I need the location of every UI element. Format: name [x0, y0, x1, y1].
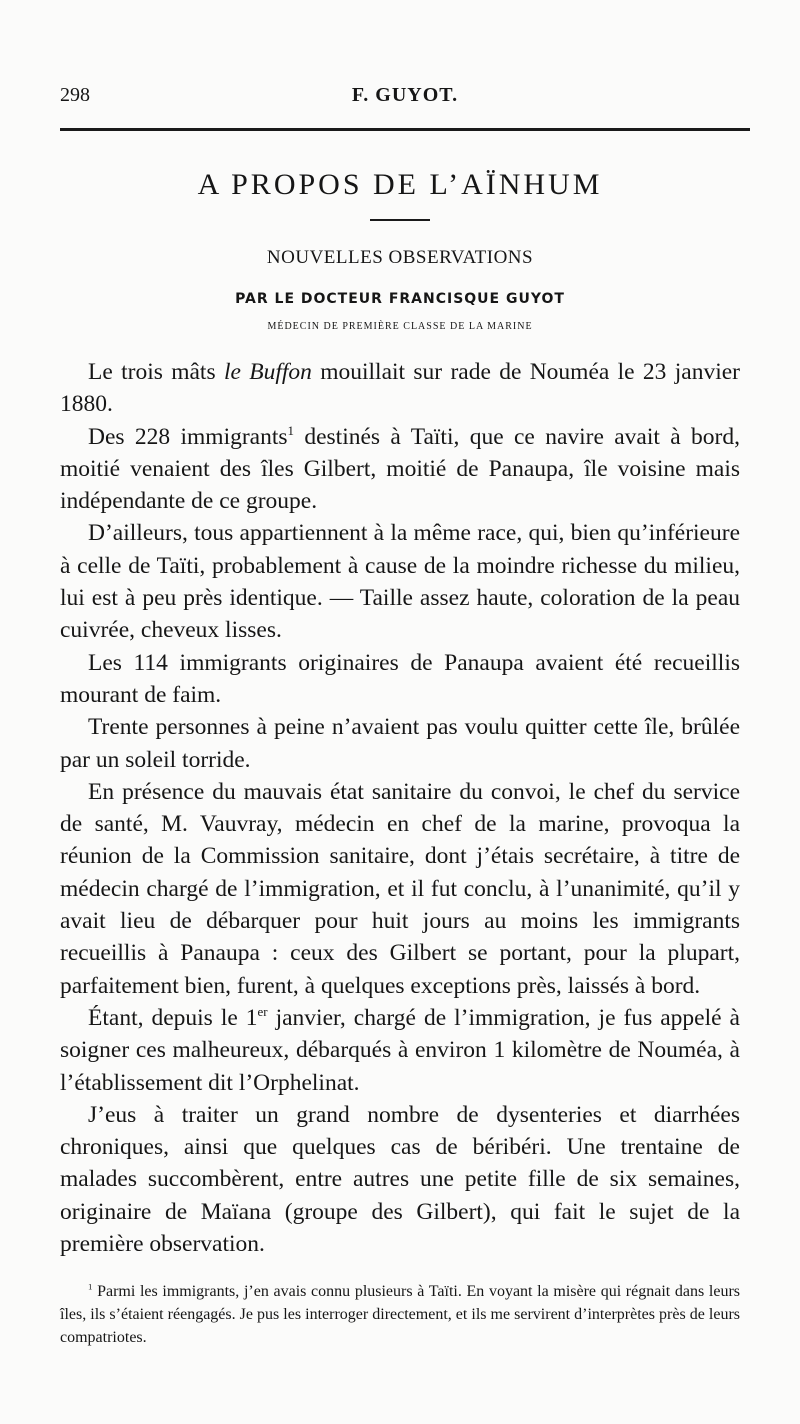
paragraph: Trente personnes à peine n’avaient pas voulu quitter cette île, brûlée par un soleil torride.	[60, 714, 740, 773]
text-run: janvier, chargé de l’immigration, je fus appelé à soigner ces malheureux, débarqués à environ 1 kilomètre de Nouméa, à l’établissement dit l’Orphelinat.	[60, 1004, 740, 1096]
running-head	[60, 84, 750, 114]
text-run: Des 228 immigrants	[88, 423, 288, 450]
footnote-reference[interactable]: 1	[287, 422, 294, 438]
article-subtitle: NOUVELLES OBSERVATIONS	[266, 247, 534, 268]
header-rule	[60, 128, 750, 131]
ordinal-suffix: er	[257, 1004, 268, 1020]
text-run: Étant, depuis le 1	[88, 1004, 258, 1031]
article-body	[60, 356, 740, 1260]
footnote	[60, 1280, 740, 1349]
paragraph	[60, 356, 740, 421]
paragraph: D’ailleurs, tous appartiennent à la même race, qui, bien qu’inférieure à celle de Taïti, probablement à cause de la moindre richesse du milieu, lui est à peu près identique. — Taille assez haute, coloration de la peau cuivrée, cheveux lisses.	[60, 520, 740, 644]
paragraph: Les 114 immigrants originaires de Panaupa avaient été recueillis mourant de faim.	[60, 649, 740, 708]
paragraph: En présence du mauvais état sanitaire du convoi, le chef du service de santé, M. Vauvray, médecin en chef de la marine, provoqua la réunion de la Commission sanitaire, dont j’étais secrétaire, à titre de médecin chargé de l’immigration, et il fut conclu, à l’unanimité, qu’il y avait lieu de débarquer pour huit jours au moins les immigrants recueillis à Panaupa : ceux des Gilbert se portant, pour la plupart, parfaitement bien, furent, à quelques exceptions près, laissés à bord.	[60, 778, 740, 999]
paragraph: J’eus à traiter un grand nombre de dysenteries et diarrhées chroniques, ainsi que quelques cas de béribéri. Une trentaine de malades succombèrent, entre autres une petite fille de six semaines, originaire de Maïana (groupe des Gilbert), qui fait le sujet de la première observation.	[60, 1101, 740, 1258]
ship-name: le Buffon	[223, 359, 312, 385]
text-run: Le trois mâts	[88, 359, 224, 385]
footnote-text: Parmi les immigrants, j’en avais connu plusieurs à Taïti. En voyant la misère qui régnait dans leurs îles, ils s’étaient réengagés. Je pus les interroger directement, et ils me servirent d’interprètes près de leurs compatriotes.	[60, 1283, 740, 1346]
page-number: 298	[60, 84, 90, 106]
text-run: mouillait sur rade de Nouméa le 23 janvier 1880.	[60, 359, 741, 418]
paragraph	[60, 421, 740, 518]
author-byline: PAR LE DOCTEUR FRANCISQUE GUYOT	[235, 291, 565, 307]
title-rule	[370, 219, 430, 221]
footnote-marker: 1	[88, 1281, 93, 1292]
author-affiliation: MÉDECIN DE PREMIÈRE CLASSE DE LA MARINE	[267, 321, 533, 332]
article-title: A PROPOS DE L’AÏNHUM	[197, 168, 603, 201]
paragraph	[60, 1002, 740, 1099]
running-title: F. GUYOT.	[351, 84, 459, 106]
text-run: destinés à Taïti, que ce navire avait à bord, moitié venaient des îles Gilbert, moitié de Panaupa, île voisine mais indépendante de ce groupe.	[60, 423, 740, 515]
